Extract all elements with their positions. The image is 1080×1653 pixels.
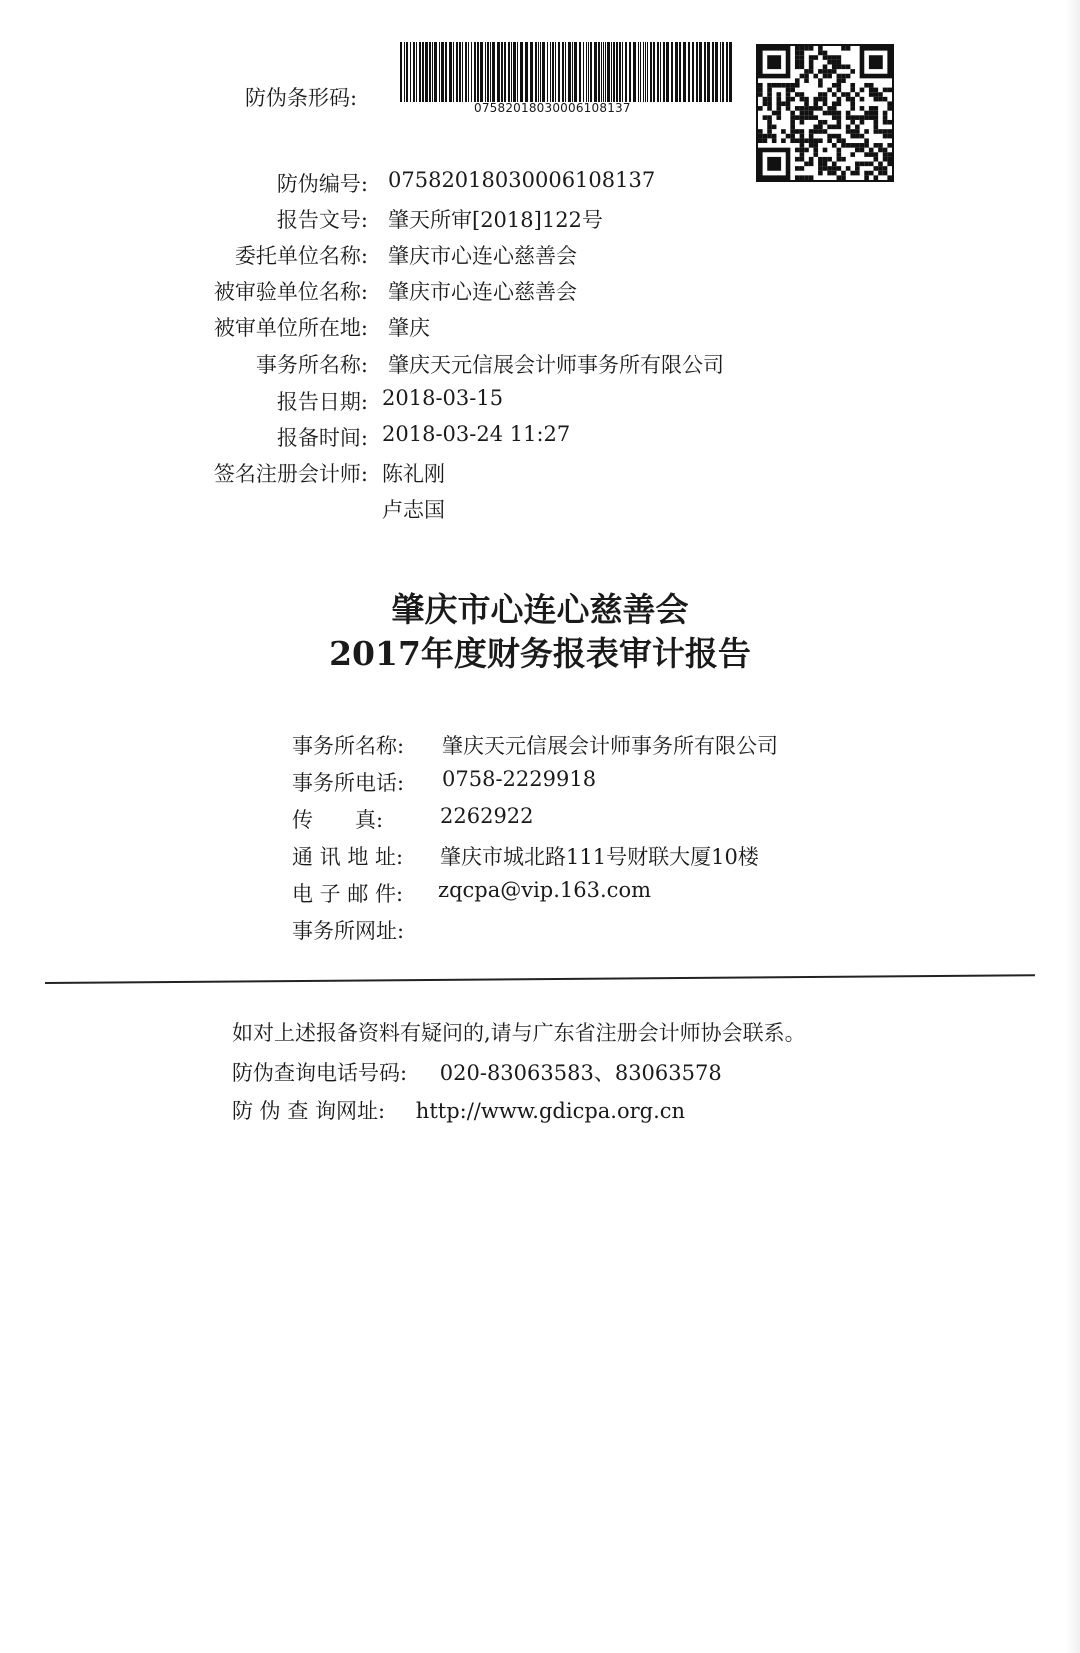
- divider-line: [45, 974, 1035, 984]
- info-value: 陈礼刚: [382, 462, 445, 486]
- info-label: 报备时间:: [276, 426, 368, 450]
- footer-url-label: 防 伪 查 询网址:: [232, 1099, 386, 1123]
- info-value: 肇庆市心连心慈善会: [388, 280, 577, 304]
- barcode-label: 防伪条形码:: [245, 86, 358, 110]
- barcode-number: 07582018030006108137: [474, 101, 631, 115]
- info-value: 卢志国: [382, 498, 445, 522]
- info-value: 肇天所审[2018]122号: [388, 208, 603, 232]
- footer-phone-value: 020-83063583、83063578: [439, 1061, 722, 1085]
- info-label: 被审单位所在地:: [213, 316, 368, 340]
- contact-value: 肇庆天元信展会计师事务所有限公司: [442, 734, 778, 758]
- info-label: 报告文号:: [276, 208, 368, 232]
- footer-url-row: [232, 1095, 685, 1125]
- info-label: 事务所名称:: [255, 353, 368, 377]
- contact-value: zqcpa@vip.163.com: [438, 878, 652, 902]
- info-label: 报告日期:: [276, 390, 368, 414]
- contact-value: 2262922: [440, 804, 534, 828]
- contact-label: 通 讯 地 址:: [292, 845, 404, 869]
- info-label: 防伪编号:: [276, 172, 368, 196]
- contact-label: 电 子 邮 件:: [292, 882, 404, 906]
- report-title-line2: 2017年度财务报表审计报告: [329, 634, 751, 673]
- barcode-image: [400, 42, 732, 102]
- info-label: 委托单位名称:: [234, 244, 368, 268]
- contact-label: 事务所电话:: [292, 771, 405, 795]
- contact-label: 事务所名称:: [292, 734, 405, 758]
- info-label: 签名注册会计师:: [213, 462, 368, 486]
- report-title-line1: 肇庆市心连心慈善会: [391, 590, 689, 629]
- footer-note: 如对上述报备资料有疑问的,请与广东省注册会计师协会联系。: [232, 1021, 806, 1045]
- info-value: 2018-03-15: [382, 386, 504, 410]
- info-value: 肇庆天元信展会计师事务所有限公司: [388, 353, 724, 377]
- footer-phone-row: [232, 1057, 722, 1087]
- info-value: 07582018030006108137: [388, 168, 656, 192]
- contact-label: 事务所网址:: [292, 919, 405, 943]
- info-label: 被审验单位名称:: [213, 280, 368, 304]
- contact-label: 传 真:: [292, 808, 384, 832]
- info-value: 肇庆市心连心慈善会: [388, 244, 577, 268]
- contact-value: 0758-2229918: [442, 767, 597, 791]
- qr-code-image: [756, 44, 894, 182]
- page-edge-shadow: [1066, 0, 1080, 1653]
- footer-url-value: http://www.gdicpa.org.cn: [415, 1099, 686, 1123]
- footer-phone-label: 防伪查询电话号码:: [232, 1061, 408, 1085]
- info-value: 2018-03-24 11:27: [382, 422, 571, 446]
- info-value: 肇庆: [388, 316, 430, 340]
- contact-value: 肇庆市城北路111号财联大厦10楼: [440, 845, 759, 869]
